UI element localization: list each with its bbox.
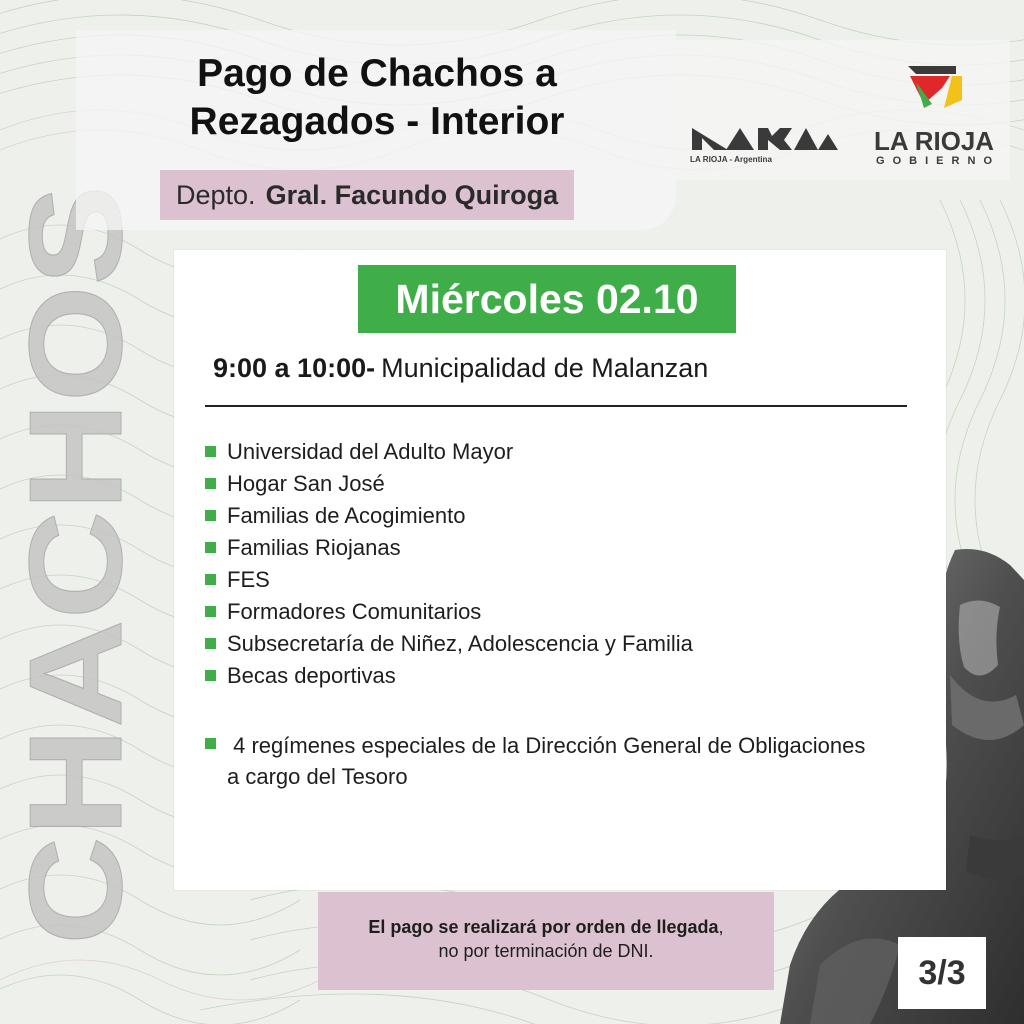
list-item-label: Familias de Acogimiento bbox=[227, 503, 466, 528]
department-name: Gral. Facundo Quiroga bbox=[265, 180, 559, 210]
svg-text:LA RIOJA - Argentina: LA RIOJA - Argentina bbox=[690, 155, 773, 164]
la-rioja-argentina-logo bbox=[688, 122, 838, 182]
department-badge bbox=[160, 170, 574, 220]
payment-note-bold: El pago se realizará por orden de llegada bbox=[368, 917, 719, 937]
square-bullet-icon bbox=[205, 446, 216, 457]
list-item-label: Hogar San José bbox=[227, 471, 385, 496]
list-item bbox=[205, 596, 845, 628]
payment-note-line-2: no por terminación de DNI. bbox=[438, 941, 654, 961]
schedule-time: 9:00 a 10:00- bbox=[213, 353, 376, 383]
logos-area bbox=[676, 40, 1010, 180]
la-rioja-gobierno-logo bbox=[872, 60, 1002, 185]
square-bullet-icon bbox=[205, 606, 216, 617]
page-title bbox=[112, 50, 642, 146]
square-bullet-icon bbox=[205, 510, 216, 521]
square-bullet-icon bbox=[205, 638, 216, 649]
svg-text:LA RIOJA: LA RIOJA bbox=[874, 126, 995, 156]
list-item-label: Formadores Comunitarios bbox=[227, 599, 482, 624]
square-bullet-icon bbox=[205, 670, 216, 681]
list-item bbox=[205, 500, 845, 532]
list-item-label: FES bbox=[227, 567, 270, 592]
schedule-time-place bbox=[213, 348, 913, 388]
payment-note-line-1 bbox=[318, 915, 774, 939]
divider bbox=[205, 405, 907, 407]
list-item bbox=[205, 564, 845, 596]
list-item-label: Becas deportivas bbox=[227, 663, 396, 688]
title-line-2: Rezagados - Interior bbox=[189, 100, 565, 143]
department-label: Depto. bbox=[176, 180, 256, 210]
special-regimes-item bbox=[205, 730, 947, 792]
schedule-place: Municipalidad de Malanzan bbox=[381, 353, 709, 383]
chachos-vertical-word bbox=[2, 180, 149, 950]
title-line-1: Pago de Chachos a bbox=[197, 52, 557, 95]
square-bullet-icon bbox=[205, 574, 216, 585]
date-badge: Miércoles 02.10 bbox=[358, 265, 736, 333]
list-item bbox=[205, 532, 845, 564]
payment-note bbox=[318, 892, 774, 990]
special-regimes-line-1: 4 regímenes especiales de la Dirección General de Obligaciones bbox=[227, 733, 866, 758]
svg-text:CHACHOS: CHACHOS bbox=[2, 277, 149, 945]
square-bullet-icon bbox=[205, 542, 216, 553]
payment-note-comma: , bbox=[718, 917, 724, 937]
svg-text:GOBIERNO: GOBIERNO bbox=[876, 155, 992, 167]
square-bullet-icon bbox=[205, 478, 216, 489]
square-bullet-icon bbox=[205, 738, 216, 749]
list-item-label: Familias Riojanas bbox=[227, 535, 401, 560]
list-item bbox=[205, 436, 845, 468]
special-regimes-line-2: a cargo del Tesoro bbox=[227, 764, 408, 789]
page-indicator: 3/3 bbox=[898, 937, 986, 1009]
list-item bbox=[205, 628, 845, 660]
list-item bbox=[205, 660, 845, 692]
benefits-list bbox=[205, 436, 845, 692]
list-item-label: Universidad del Adulto Mayor bbox=[227, 439, 514, 464]
list-item bbox=[205, 468, 845, 500]
list-item-label: Subsecretaría de Niñez, Adolescencia y Familia bbox=[227, 631, 693, 656]
